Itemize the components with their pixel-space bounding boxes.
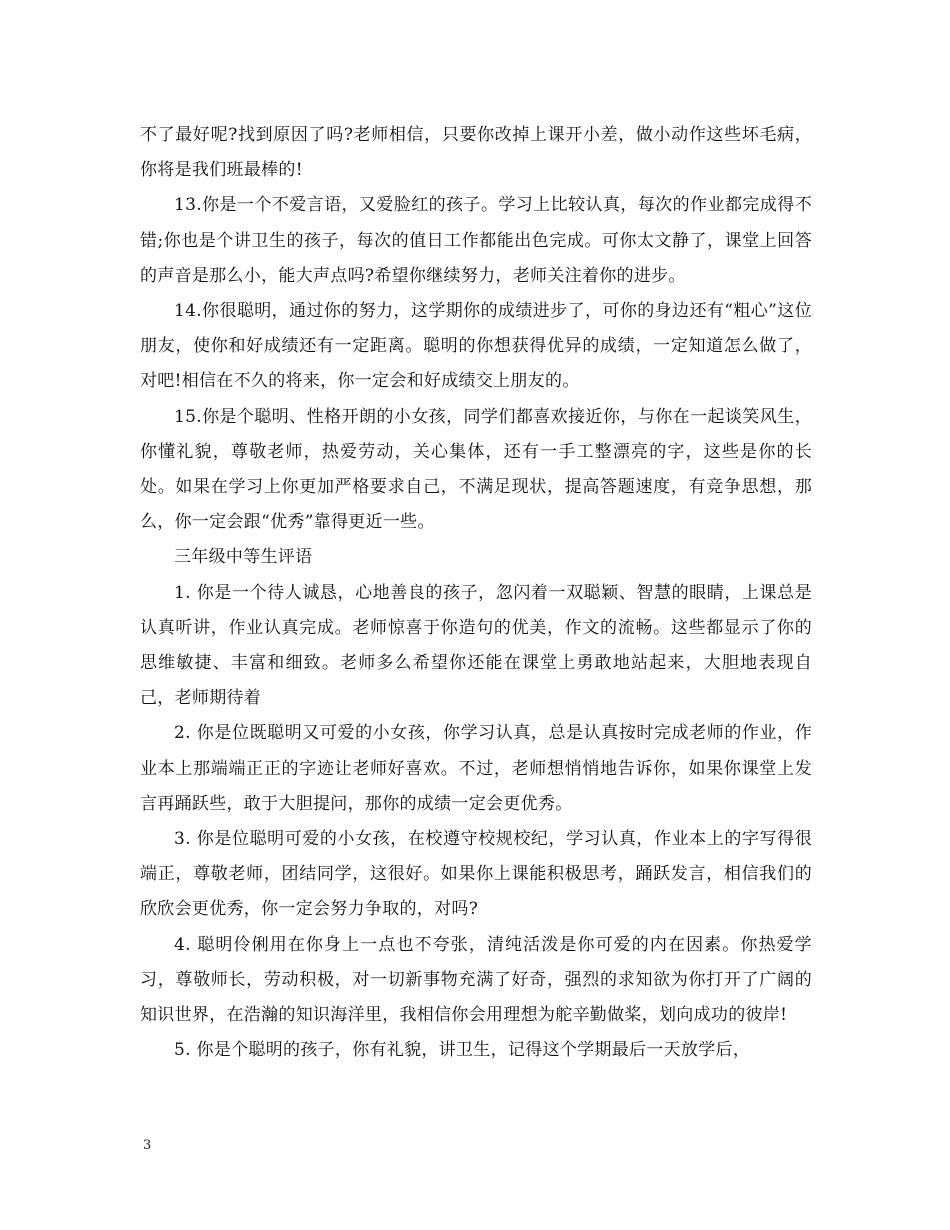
document-body — [140, 118, 812, 1068]
paragraph-14: 14.你很聪明，通过你的努力，这学期你的成绩进步了，可你的身边还有“粗心”这位朋友，使你和好成绩还有一定距离。聪明的你想获得优异的成绩，一定知道怎么做了，对吧!相信在不久的将来，你一定会和好成绩交上朋友的。 — [140, 301, 812, 392]
comment-2: 2. 你是位既聪明又可爱的小女孩，你学习认真，总是认真按时完成老师的作业，作业本上那端端正正的字迹让老师好喜欢。不过，老师想悄悄地告诉你，如果你课堂上发言再踊跃些，敢于大胆提问，那你的成绩一定会更优秀。 — [140, 723, 812, 814]
comment-3: 3. 你是位聪明可爱的小女孩，在校遵守校规校纪，学习认真，作业本上的字写得很端正，尊敬老师，团结同学，这很好。如果你上课能积极思考，踊跃发言，相信我们的欣欣会更优秀，你一定会努力争取的，对吗? — [140, 829, 812, 920]
comment-4: 4. 聪明伶俐用在你身上一点也不夸张，清纯活泼是你可爱的内在因素。你热爱学习，尊敬师长，劳动积极，对一切新事物充满了好奇，强烈的求知欲为你打开了广阔的知识世界，在浩瀚的知识海洋里，我相信你会用理想为舵辛勤做桨，划向成功的彼岸! — [140, 934, 812, 1026]
page-number: 3 — [143, 1138, 152, 1153]
comment-1: 1. 你是一个待人诚恳，心地善良的孩子，忽闪着一双聪颖、智慧的眼睛，上课总是认真听讲，作业认真完成。老师惊喜于你造句的优美，作文的流畅。这些都显示了你的思维敏捷、丰富和细致。老师多么希望你还能在课堂上勇敢地站起来，大胆地表现自己，老师期待着 — [140, 582, 812, 709]
section-heading: 三年级中等生评语 — [174, 547, 313, 568]
paragraph-continued: 不了最好呢?找到原因了吗?老师相信，只要你改掉上课开小差，做小动作这些坏毛病，你将是我们班最棒的! — [140, 125, 812, 181]
comment-5: 5. 你是个聪明的孩子，你有礼貌，讲卫生，记得这个学期最后一天放学后， — [174, 1040, 751, 1061]
paragraph-13: 13.你是一个不爱言语，又爱脸红的孩子。学习上比较认真，每次的作业都完成得不错;你也是个讲卫生的孩子，每次的值日工作都能出色完成。可你太文静了，课堂上回答的声音是那么小，能大声点吗?希望你继续努力，老师关注着你的进步。 — [140, 195, 812, 286]
paragraph-15: 15.你是个聪明、性格开朗的小女孩，同学们都喜欢接近你，与你在一起谈笑风生，你懂礼貌，尊敬老师，热爱劳动，关心集体，还有一手工整漂亮的字，这些是你的长处。如果在学习上你更加严格要求自己，不满足现状，提高答题速度，有竞争思想，那么，你一定会跟“优秀”靠得更近一些。 — [140, 406, 812, 533]
